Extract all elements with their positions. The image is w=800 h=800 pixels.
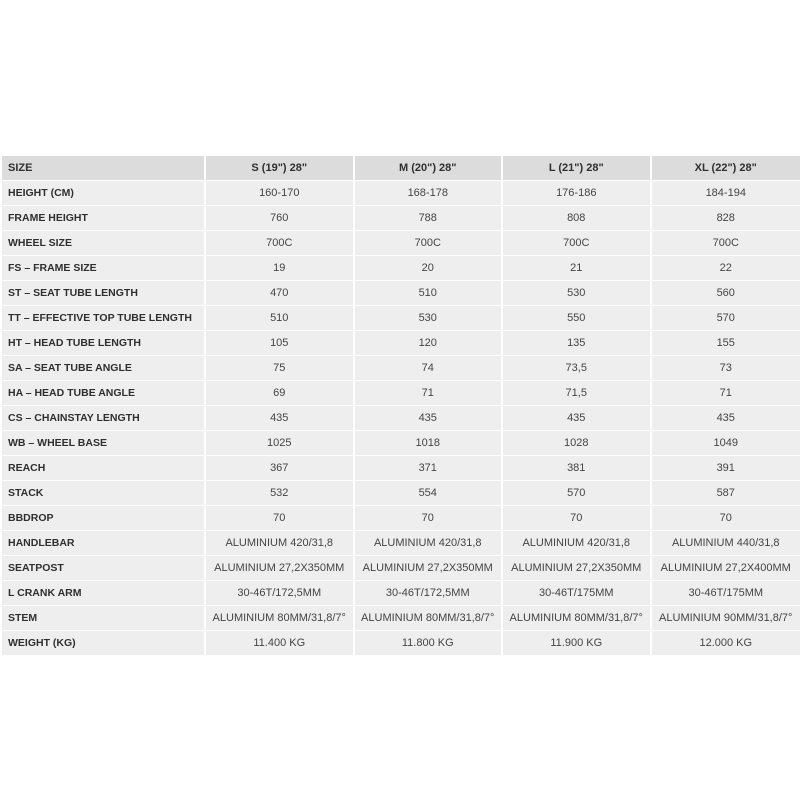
- cell-value-xl: 73: [652, 356, 800, 381]
- cell-value-m: 510: [355, 281, 504, 306]
- row-label: REACH: [2, 456, 206, 481]
- cell-value-l: 808: [503, 206, 652, 231]
- cell-value-s: 760: [206, 206, 355, 231]
- cell-value-s: 510: [206, 306, 355, 331]
- cell-value-m: ALUMINIUM 420/31,8: [355, 531, 504, 556]
- cell-value-s: 1025: [206, 431, 355, 456]
- cell-value-xl: 70: [652, 506, 800, 531]
- table-row: [2, 331, 800, 356]
- cell-value-s: 532: [206, 481, 355, 506]
- cell-value-s: 11.400 KG: [206, 631, 355, 656]
- cell-value-xl: ALUMINIUM 27,2X400MM: [652, 556, 800, 581]
- table-row: [2, 431, 800, 456]
- header-cell-s: S (19") 28": [206, 156, 355, 181]
- cell-value-l: 71,5: [503, 381, 652, 406]
- cell-value-l: 530: [503, 281, 652, 306]
- cell-value-xl: 12.000 KG: [652, 631, 800, 656]
- row-label: HANDLEBAR: [2, 531, 206, 556]
- cell-value-m: 700C: [355, 231, 504, 256]
- table-row: [2, 181, 800, 206]
- cell-value-m: 71: [355, 381, 504, 406]
- cell-value-xl: 560: [652, 281, 800, 306]
- cell-value-l: 570: [503, 481, 652, 506]
- cell-value-xl: 587: [652, 481, 800, 506]
- table-row: [2, 456, 800, 481]
- row-label: STACK: [2, 481, 206, 506]
- table-row: [2, 231, 800, 256]
- table-row: [2, 631, 800, 656]
- row-label: SA – SEAT TUBE ANGLE: [2, 356, 206, 381]
- cell-value-s: ALUMINIUM 80MM/31,8/7°: [206, 606, 355, 631]
- cell-value-m: 371: [355, 456, 504, 481]
- table-row: [2, 381, 800, 406]
- cell-value-l: ALUMINIUM 80MM/31,8/7°: [503, 606, 652, 631]
- cell-value-m: 168-178: [355, 181, 504, 206]
- cell-value-l: 21: [503, 256, 652, 281]
- row-label: HEIGHT (CM): [2, 181, 206, 206]
- geometry-table-container: [2, 156, 800, 656]
- cell-value-xl: 828: [652, 206, 800, 231]
- cell-value-l: 1028: [503, 431, 652, 456]
- row-label: WEIGHT (KG): [2, 631, 206, 656]
- cell-value-l: 11.900 KG: [503, 631, 652, 656]
- cell-value-s: 19: [206, 256, 355, 281]
- row-label: CS – CHAINSTAY LENGTH: [2, 406, 206, 431]
- cell-value-l: 73,5: [503, 356, 652, 381]
- row-label: STEM: [2, 606, 206, 631]
- cell-value-xl: 155: [652, 331, 800, 356]
- cell-value-l: ALUMINIUM 27,2X350MM: [503, 556, 652, 581]
- cell-value-m: 1018: [355, 431, 504, 456]
- cell-value-xl: 435: [652, 406, 800, 431]
- table-row: [2, 606, 800, 631]
- row-label: FRAME HEIGHT: [2, 206, 206, 231]
- cell-value-xl: 184-194: [652, 181, 800, 206]
- table-body: [2, 181, 800, 656]
- cell-value-l: ALUMINIUM 420/31,8: [503, 531, 652, 556]
- cell-value-l: 435: [503, 406, 652, 431]
- cell-value-m: 530: [355, 306, 504, 331]
- row-label: HT – HEAD TUBE LENGTH: [2, 331, 206, 356]
- cell-value-l: 700C: [503, 231, 652, 256]
- cell-value-s: 105: [206, 331, 355, 356]
- header-row: [2, 156, 800, 181]
- cell-value-m: 120: [355, 331, 504, 356]
- table-row: [2, 281, 800, 306]
- row-label: WHEEL SIZE: [2, 231, 206, 256]
- cell-value-m: 11.800 KG: [355, 631, 504, 656]
- row-label: L CRANK ARM: [2, 581, 206, 606]
- table-row: [2, 406, 800, 431]
- header-cell-size: SIZE: [2, 156, 206, 181]
- cell-value-s: 75: [206, 356, 355, 381]
- cell-value-m: ALUMINIUM 27,2X350MM: [355, 556, 504, 581]
- table-row: [2, 256, 800, 281]
- cell-value-m: 74: [355, 356, 504, 381]
- row-label: FS – FRAME SIZE: [2, 256, 206, 281]
- cell-value-m: 20: [355, 256, 504, 281]
- cell-value-s: 70: [206, 506, 355, 531]
- cell-value-m: 30-46T/172,5MM: [355, 581, 504, 606]
- cell-value-m: 554: [355, 481, 504, 506]
- cell-value-m: 435: [355, 406, 504, 431]
- cell-value-s: 700C: [206, 231, 355, 256]
- cell-value-xl: ALUMINIUM 90MM/31,8/7°: [652, 606, 800, 631]
- table-row: [2, 506, 800, 531]
- cell-value-xl: 30-46T/175MM: [652, 581, 800, 606]
- table-row: [2, 206, 800, 231]
- cell-value-xl: 700C: [652, 231, 800, 256]
- cell-value-xl: ALUMINIUM 440/31,8: [652, 531, 800, 556]
- header-cell-m: M (20") 28": [355, 156, 504, 181]
- table-row: [2, 356, 800, 381]
- cell-value-s: 367: [206, 456, 355, 481]
- row-label: TT – EFFECTIVE TOP TUBE LENGTH: [2, 306, 206, 331]
- table-row: [2, 531, 800, 556]
- header-cell-xl: XL (22") 28": [652, 156, 800, 181]
- row-label: BBDROP: [2, 506, 206, 531]
- cell-value-m: 70: [355, 506, 504, 531]
- table-row: [2, 481, 800, 506]
- geometry-table: [2, 156, 800, 656]
- cell-value-m: ALUMINIUM 80MM/31,8/7°: [355, 606, 504, 631]
- row-label: HA – HEAD TUBE ANGLE: [2, 381, 206, 406]
- cell-value-l: 381: [503, 456, 652, 481]
- cell-value-xl: 1049: [652, 431, 800, 456]
- cell-value-s: ALUMINIUM 420/31,8: [206, 531, 355, 556]
- cell-value-s: 470: [206, 281, 355, 306]
- table-row: [2, 556, 800, 581]
- cell-value-s: 435: [206, 406, 355, 431]
- row-label: WB – WHEEL BASE: [2, 431, 206, 456]
- row-label: SEATPOST: [2, 556, 206, 581]
- cell-value-s: ALUMINIUM 27,2X350MM: [206, 556, 355, 581]
- cell-value-m: 788: [355, 206, 504, 231]
- cell-value-l: 30-46T/175MM: [503, 581, 652, 606]
- table-header: [2, 156, 800, 181]
- cell-value-s: 69: [206, 381, 355, 406]
- cell-value-xl: 391: [652, 456, 800, 481]
- cell-value-l: 176-186: [503, 181, 652, 206]
- row-label: ST – SEAT TUBE LENGTH: [2, 281, 206, 306]
- cell-value-s: 160-170: [206, 181, 355, 206]
- cell-value-l: 135: [503, 331, 652, 356]
- cell-value-xl: 22: [652, 256, 800, 281]
- cell-value-l: 70: [503, 506, 652, 531]
- table-row: [2, 581, 800, 606]
- cell-value-s: 30-46T/172,5MM: [206, 581, 355, 606]
- cell-value-xl: 71: [652, 381, 800, 406]
- header-cell-l: L (21") 28": [503, 156, 652, 181]
- table-row: [2, 306, 800, 331]
- cell-value-l: 550: [503, 306, 652, 331]
- cell-value-xl: 570: [652, 306, 800, 331]
